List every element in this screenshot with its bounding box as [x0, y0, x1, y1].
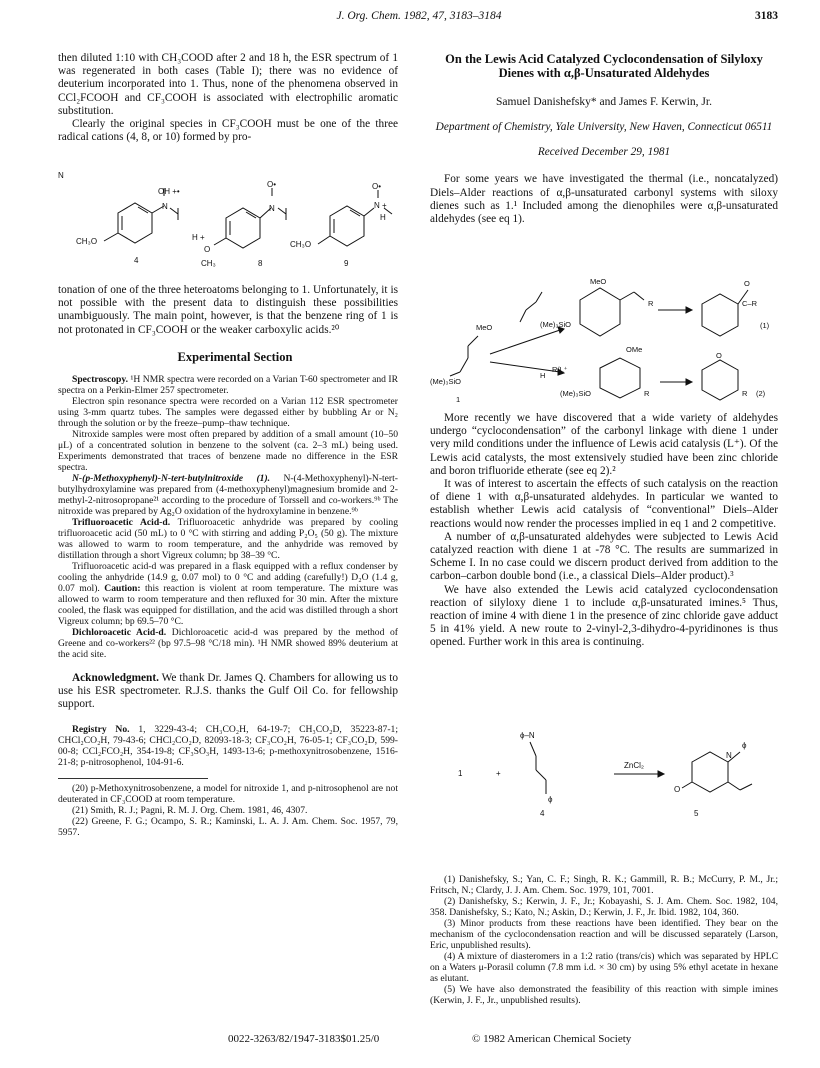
struct-label: N: [162, 202, 168, 211]
scheme-eq1-eq2: [430, 272, 778, 406]
doi-code: 0022-3263/82/1947-3183$01.25/0: [228, 1033, 380, 1045]
benzene-ring: [330, 206, 364, 246]
footnote: (21) Smith, R. J.; Pagni, R. M. J. Org. Chem. 1981, 46, 4307.: [72, 804, 308, 816]
scheme-label: H: [540, 371, 546, 380]
struct-label: N: [269, 204, 275, 213]
reagent-label: ZnCl₂: [624, 761, 644, 770]
scheme-label: (Me)₃SiO: [430, 377, 461, 386]
scheme-label: R: [644, 389, 650, 398]
copyright: © 1982 American Chemical Society: [472, 1033, 632, 1045]
benzene-ring: [118, 203, 152, 243]
received-date: Received December 29, 1981: [537, 146, 671, 159]
paragraph-text: N-(4-Methoxyphenyl)-N-tert-butylhydroxylamine was prepared from (4-methoxyphenyl)magnesium bromide and 2-methyl-2-nitrosopropane²¹ according to the procedure of Torssell and co-workers.⁹ᵇ The nitroxide was prepared by Ag₂O oxidation of the hydroxylamine in benzene.⁹ᵇ: [58, 473, 398, 518]
subhead: Dichloroacetic Acid-d.: [72, 627, 167, 639]
scheme-label: ϕ: [548, 795, 553, 804]
struct-label: O•: [267, 180, 277, 189]
benzene-ring: [226, 208, 260, 248]
footnote: (20) p-Methoxynitrosobenzene, a model for nitroxide 1, and p-nitrosophenol are not deuterated in CF₃COOD at room temperature.: [58, 782, 398, 805]
radical-cation-structures: [58, 171, 398, 278]
section-heading: Experimental Section: [177, 349, 293, 364]
compound-number: 5: [694, 809, 699, 818]
scheme-label: (Me)₃SiO: [560, 389, 591, 398]
paragraph-text: this reaction is violent at room temperature. The mixture was allowed to warm to room temperature and then refluxed for 30 min. After the mixture cooled, the flask was equipped for distillation, and the acid was distilled through a short Vigreux column; bp 69.5–70 °C.: [58, 583, 398, 628]
scheme-label: C–R: [742, 299, 758, 308]
dihydropyran-ring: [600, 358, 640, 398]
journal-citation: J. Org. Chem. 1982, 47, 3183–3184: [336, 10, 502, 22]
affiliation: Department of Chemistry, Yale University, New Haven, Connecticut 06511: [435, 121, 773, 134]
compound-number: 1: [456, 395, 461, 404]
paragraph: Clearly the original species in CF₃COOH must be one of the three radical cations (4, 8, or 10) formed by pro-: [58, 118, 398, 144]
scheme-label: MeO: [476, 323, 493, 332]
struct-label: O: [204, 245, 211, 254]
paragraph: A number of α,β-unsaturated aldehydes were subjected to Lewis Acid catalyzed reaction with diene 1 at -78 °C. The results are summarized in Scheme I. In no case could we discern product derived from addition to the carbon–carbon double bond (i.e., a classical Diels–Alder product).³: [430, 530, 778, 583]
paragraph: Electron spin resonance spectra were recorded on a Varian 112 ESR spectrometer using 3-mm quartz tubes. The samples were degassed either by bubbling Ar or N₂ through the solution or by the freeze–pump–thaw technique.: [58, 396, 398, 430]
left-column-middle: [58, 284, 398, 838]
scheme-label: O: [716, 351, 722, 360]
paragraph: We have also extended the Lewis acid catalyzed cyclocondensation reaction of silyloxy diene 1 to include α,β-unsaturated imines.⁵ Thus, reaction of imine 4 with diene 1 in the presence of zinc chloride gave adduct 5 in 41% yield. A new route to 2-vinyl-2,3-dihydro-4-pyridinones is thus opened. Further work in this area is continuing.: [430, 583, 778, 649]
scheme-label: O: [744, 279, 750, 288]
struct-label: O•: [372, 182, 382, 191]
paragraph: It was of interest to ascertain the effects of such catalysis on the reaction of diene 1 with α,β-unsaturated aldehydes. In particular we wanted to establish whether Lewis acid catalysis of “conventional” Diels–Alder reactions would now render the processes implied in eq 1 and 2 competitive.: [430, 478, 778, 530]
compound-number: 9: [344, 259, 349, 268]
compound-number: 8: [258, 259, 263, 268]
struct-label: CH₃: [201, 259, 216, 268]
scheme-label: ϕ–N: [520, 731, 535, 740]
subhead: Spectroscopy.: [72, 374, 129, 386]
scheme-label: R: [742, 389, 748, 398]
paragraph-text: Trifluoroacetic anhydride was prepared by cooling trifluoroacetic acid (50 mL) to 0 °C with stirring and adding P₂O₅ (50 g). The mixture was allowed to warm to room temperature, and the anhydride was removed by distillation through a short Vigreux column; bp 38–39 °C.: [58, 517, 399, 562]
caution-label: Caution:: [104, 583, 141, 595]
scheme-label: (Me)₃SiO: [540, 320, 571, 329]
scheme-label: ϕ: [742, 741, 747, 750]
struct-label: H +: [192, 233, 205, 242]
scheme-label: OMe: [626, 345, 643, 354]
right-footnotes: [430, 874, 778, 1006]
dihydropyranone-ring: [702, 360, 738, 400]
right-column-middle: [430, 412, 778, 650]
scheme-label: R: [648, 299, 654, 308]
struct-label: N: [58, 171, 64, 180]
subhead: Trifluoroacetic Acid-d.: [72, 517, 171, 529]
struct-label: H: [380, 213, 386, 222]
scheme-label: MeO: [590, 277, 607, 286]
article-title: On the Lewis Acid Catalyzed Cyclocondensation of Silyloxy Dienes with α,β-Unsaturated Aldehydes: [445, 52, 763, 80]
page-number: 3183: [755, 10, 778, 22]
scheme-label: O: [674, 785, 681, 794]
scheme-label: N: [726, 751, 732, 760]
right-column-top: [430, 52, 778, 226]
paragraph-text: ¹H NMR spectra were recorded on a Varian T-60 spectrometer and IR spectra on a Perkin-Elmer 257 spectrometer.: [58, 374, 398, 397]
cyclohexene-ring: [580, 288, 620, 336]
struct-label: OH +•: [158, 187, 180, 196]
paragraph: tonation of one of the three heteroatoms belonging to 1. Unfortunately, it is not possible with the present data to distinguish these possibilities unambiguously. The main point, however, is that the benzene ring of 1 is not protonated in CF₃COOH or the weaker carboxylic acids.²⁰: [58, 284, 398, 336]
dihydropyridinone-ring: [692, 752, 728, 792]
paragraph-text: Trifluoroacetic acid-d was prepared in a flask equipped with a reflux condenser by cooling the anhydride (14.9 g, 0.07 mol) to 0 °C and adding (carefully!) D₂O (1.4 g, 0.07 mol).: [58, 561, 398, 595]
paragraph: Nitroxide samples were most often prepared by addition of a small amount (10–50 μL) of a concentrated solution in benzene to the solvent (ca. 2–3 mL) being used. Experiments demonstrated that traces of benzene made no difference in the ESR spectra.: [58, 429, 398, 474]
struct-label: N +: [374, 201, 387, 210]
paragraph: then diluted 1:10 with CH₃COOD after 2 and 18 h, the ESR spectrum of 1 was regenerated in both cases (Table I); there was no evidence of deuterium incorporated into 1. Thus, none of the phenomena observed in CCl₂FCOOH and CF₃COOH is associated with electrophilic aromatic substitution.: [58, 52, 398, 117]
struct-label: CH₃O: [290, 240, 312, 249]
compound-number: 1: [458, 769, 463, 778]
author-list: Samuel Danishefsky* and James F. Kerwin, Jr.: [496, 96, 712, 108]
registry-text: 1, 3229-43-4; CH₃CO₂H, 64-19-7; CH₃CO₂D, 35223-87-1; CHCl₂CO₂H, 79-43-6; CHCl₂CO₂D, 82093-18-3; CF₃CO₂H, 76-05-1; CF₃CO₂D, 599-00-8; CCl₂FCO₂H, 354-19-8; CF₃SO₃H, 1493-13-6; p-methoxynitrosobenzene, 1516-21-8; p-nitrosophenol, 104-91-6.: [58, 723, 399, 768]
plus-sign: +: [496, 769, 501, 778]
subhead: N-(p-Methoxyphenyl)-N-tert-butylnitroxide (1).: [72, 473, 271, 485]
footnote: (4) A mixture of diasteromers in a 1:2 ratio (trans/cis) which was separated by HPLC on a Waters μ-Porasil column (7.8 mm i.d. × 30 cm) by using 5% ethyl acetate in hexane as elutant.: [430, 951, 778, 984]
struct-label: CH₃O: [76, 237, 98, 246]
footnote: (5) We have also demonstrated the feasibility of this reaction with simple imines (Kerwin, J. F., Jr., unpublished results).: [430, 984, 778, 1006]
acknowledgment-heading: Acknowledgment.: [72, 672, 159, 685]
paragraph: More recently we have discovered that a wide variety of aldehydes undergo “cyclocondensation” of the carbonyl linkage with diene 1 under very mild conditions under the influence of Lewis acid catalysis (L⁺). Of the Lewis acid catalysts, the most extensively studied have been zinc chloride and boron trifluoride etherate (see eq 2).²: [430, 412, 778, 477]
acknowledgment-text: We thank Dr. James Q. Chambers for allowing us to use his ESR spectrometer. R.J.S. thanks the Gulf Oil Co. for fellowship support.: [58, 672, 398, 711]
equation-number: (2): [756, 389, 766, 398]
compound-number: 4: [134, 256, 139, 265]
paragraph: For some years we have investigated the thermal (i.e., noncatalyzed) Diels–Alder reactions of α,β-unsaturated carbonyl systems with siloxy dienes such as 1.¹ Included among the dienophiles were α,β-unsaturated aldehydes (see eq 1).: [430, 173, 778, 226]
cyclohexanone-ring: [702, 294, 738, 336]
paragraph-text: Dichloroacetic acid-d was prepared by the method of Greene and co-workers²² (bp 97.5–98 °C/18 min). ¹H NMR showed 89% deuterium at the acid site.: [58, 627, 398, 661]
imine-reaction-scheme: [430, 724, 778, 820]
footnote: (2) Danishefsky, S.; Kerwin, J. F., Jr.; Kobayashi, S. J. Am. Chem. Soc. 1982, 104, 358. Danishefsky, S.; Kato, N.; Askin, D.; Kerwin, J. F., Jr. Ibid. 1982, 104, 360.: [430, 896, 778, 918]
equation-number: (1): [760, 321, 770, 330]
footnote: (1) Danishefsky, S.; Yan, C. F.; Singh, R. K.; Gammill, R. B.; McCurry, P. M., Jr.; Fritsch, N.; Clardy, J. J. Am. Chem. Soc. 1979, 101, 7001.: [430, 874, 778, 896]
registry-heading: Registry No.: [72, 723, 130, 735]
footnote: (22) Greene, F. G.; Ocampo, S. R.; Kaminski, L. A. J. Am. Chem. Soc. 1957, 79, 5957.: [58, 815, 398, 838]
compound-number: 4: [540, 809, 545, 818]
footnote: (3) Minor products from these reactions have been identified. They bear on the mechanism of the cyclocondensation reaction and will be discussed separately (Larson, Eric, unpublished results).: [430, 918, 778, 951]
scheme-label: R/L⁺: [552, 365, 568, 374]
running-header: [60, 10, 778, 26]
left-column-top: [58, 52, 398, 144]
